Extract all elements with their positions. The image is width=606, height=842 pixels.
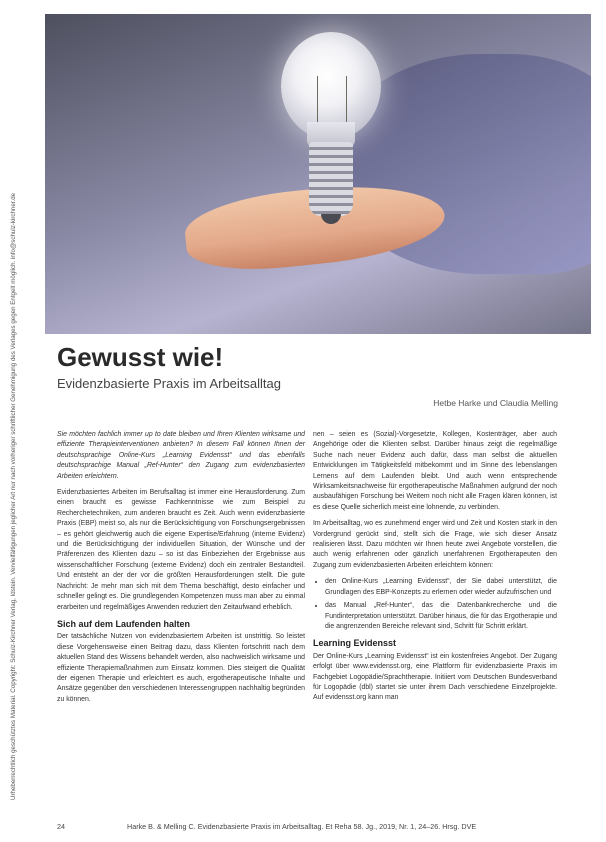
body-paragraph: nen – seien es (Sozial)-Vorgesetzte, Kollegen, Kostenträger, aber auch Angehörige oder die Klienten selbst. Darüber hinaus zeigt die regelmäßige Suche nach neuer Evidenz auch dafür, dass man selbst die aktuellen Entwicklungen im Tätigkeitsfeld mitbekommt und im Sinne des lebenslangen Lernens auf dem Laufenden bleibt. Und auch wenn entsprechende Wirksamkeitsnachweise für ergotherapeutische Maßnahmen aufgrund der noch ausbaufähigen Forschung bei Weitem noch nicht alle Fragen klären können, ist es diese Quelle sicherlich meist eine lohnende, zu verbinden. bbox=[313, 431, 557, 511]
cover-photo bbox=[45, 14, 591, 334]
right-column bbox=[313, 430, 557, 710]
lightbulb-filament bbox=[317, 76, 347, 126]
body-paragraph: Evidenzbasiertes Arbeiten im Berufsalltag ist immer eine Herausforderung. Zum einen braucht es gewisse Fachkenntnisse wie zum Beispiel zu Recherchetechniken, zum anderen braucht es Zeit. Auch wenn evidenzbasierte Praxis (EBP) meist so, als nur die Berücksichtigung von Forschungsergebnissen – es gehört gleichwertig auch die eigene Expertise/Erfahrung (interne Evidenz) und die Berücksichtigung der individuellen Situation, der Wünsche und der Präferenzen des Klienten dazu – so ist das Einbeziehen der Ergebnisse aus wissenschaftlicher Forschung (externe Evidenz) doch ein zentraler Bestandteil. Und entsteht an der der vor die größten Herausforderungen stellt. Die gute Nachricht: Je mehr man sich mit dem Thema beschäftigt, desto einfacher und schneller gelingt es. Die grundlegenden Kompetenzen muss man aber zu einmal erarbeiten und regelmäßiges Anwenden reduziert den Zeitaufwand erheblich. bbox=[57, 489, 305, 611]
copyright-side-note: Urheberrechtlich geschütztes Material. Copyright: Schulz-Kirchner Verlag, Idstein. Vervielfältigungen jeglicher Art nur nach vorheriger schriftlicher Genehmigung des Verlages gegen Entgelt möglich. info@schulz-kirchner.de bbox=[10, 192, 17, 800]
intro-paragraph: Sie möchten fachlich immer up to date bleiben und Ihren Klienten wirksame und effiziente Therapieinterventionen anbieten? In diesem Fall können Ihnen der deutschsprachige Online-Kurs „Learning Evidensst“ und das ebenfalls deutschsprachige Manual „Ref-Hunter“ den Zugang zum evidenzbasierten Arbeiten erleichtern. bbox=[57, 431, 305, 480]
section-heading: Sich auf dem Laufenden halten bbox=[57, 618, 191, 629]
body-paragraph: Der tatsächliche Nutzen von evidenzbasiertem Arbeiten ist unstrittig. So leistet diese Vorgehensweise einen Beitrag dazu, dass Klienten fortschritt nach dem aktuellen Stand des Wissens behandelt werden, also nachweislich wirksame und effiziente Therapiemaßnahmen zum Einsatz kommen. Dies steigert die Qualität der eigenen Therapie und erleichtert es auch, ergotherapeutische Inhalte und Ansätze gegenüber den verschiedenen Interessengruppen nachhaltig begründen zu können. bbox=[57, 633, 305, 703]
lightbulb-base bbox=[309, 142, 353, 216]
page-number: 24 bbox=[57, 822, 65, 831]
article-authors: Hetbe Harke und Claudia Melling bbox=[433, 398, 558, 408]
footer-citation: Harke B. & Melling C. Evidenzbasierte Praxis im Arbeitsalltag. Et Reha 58. Jg., 2019, Nr. 1, 24–26. Hrsg. DVE bbox=[127, 822, 477, 831]
list-item: • das Manual „Ref-Hunter“, das die Datenbankrecherche und die Fundinterpretation unterstützt. Darüber hinaus, die für das Ergotherapie und die angrenzenden Bereiche relevant sind, Schritt für Schritt erklärt. bbox=[325, 601, 557, 632]
article-subtitle: Evidenzbasierte Praxis im Arbeitsalltag bbox=[57, 376, 281, 391]
article-title: Gewusst wie! bbox=[57, 342, 224, 372]
offer-list bbox=[313, 577, 557, 632]
left-column bbox=[57, 430, 305, 711]
section-heading: Learning Evidensst bbox=[313, 638, 397, 649]
body-paragraph: Im Arbeitsalltag, wo es zunehmend enger wird und Zeit und Kosten stark in den Vordergrund gerückt sind, stellt sich die Frage, wie sich dieser Ansatz realisieren lässt. Dazu möchten wir Ihnen heute zwei Angebote vorstellen, die auch wenig erfahrenen oder gänzlich unerfahrenen Ergotherapeuten den Zugang zum evidenzbasierten Arbeiten erleichtern können: bbox=[313, 520, 557, 569]
body-paragraph: Der Online-Kurs „Learning Evidensst“ ist ein kostenfreies Angebot. Der Zugang erfolgt über www.evidensst.org, eine Plattform für evidenzbasierte Praxis im Fachgebiet Logopädie/Sprachtherapie. Initiiert vom Deutschen Bundesverband für Logopädie (dbl) startet sie unter ihrem Dach verschiedene Einzelprojekte. Auf evidensst.org kann man bbox=[313, 652, 557, 702]
list-item: • den Online-Kurs „Learning Evidensst“, der Sie dabei unterstützt, die Grundlagen des EBP-Konzepts zu erlernen oder wieder aufzufrischen und bbox=[325, 577, 557, 598]
